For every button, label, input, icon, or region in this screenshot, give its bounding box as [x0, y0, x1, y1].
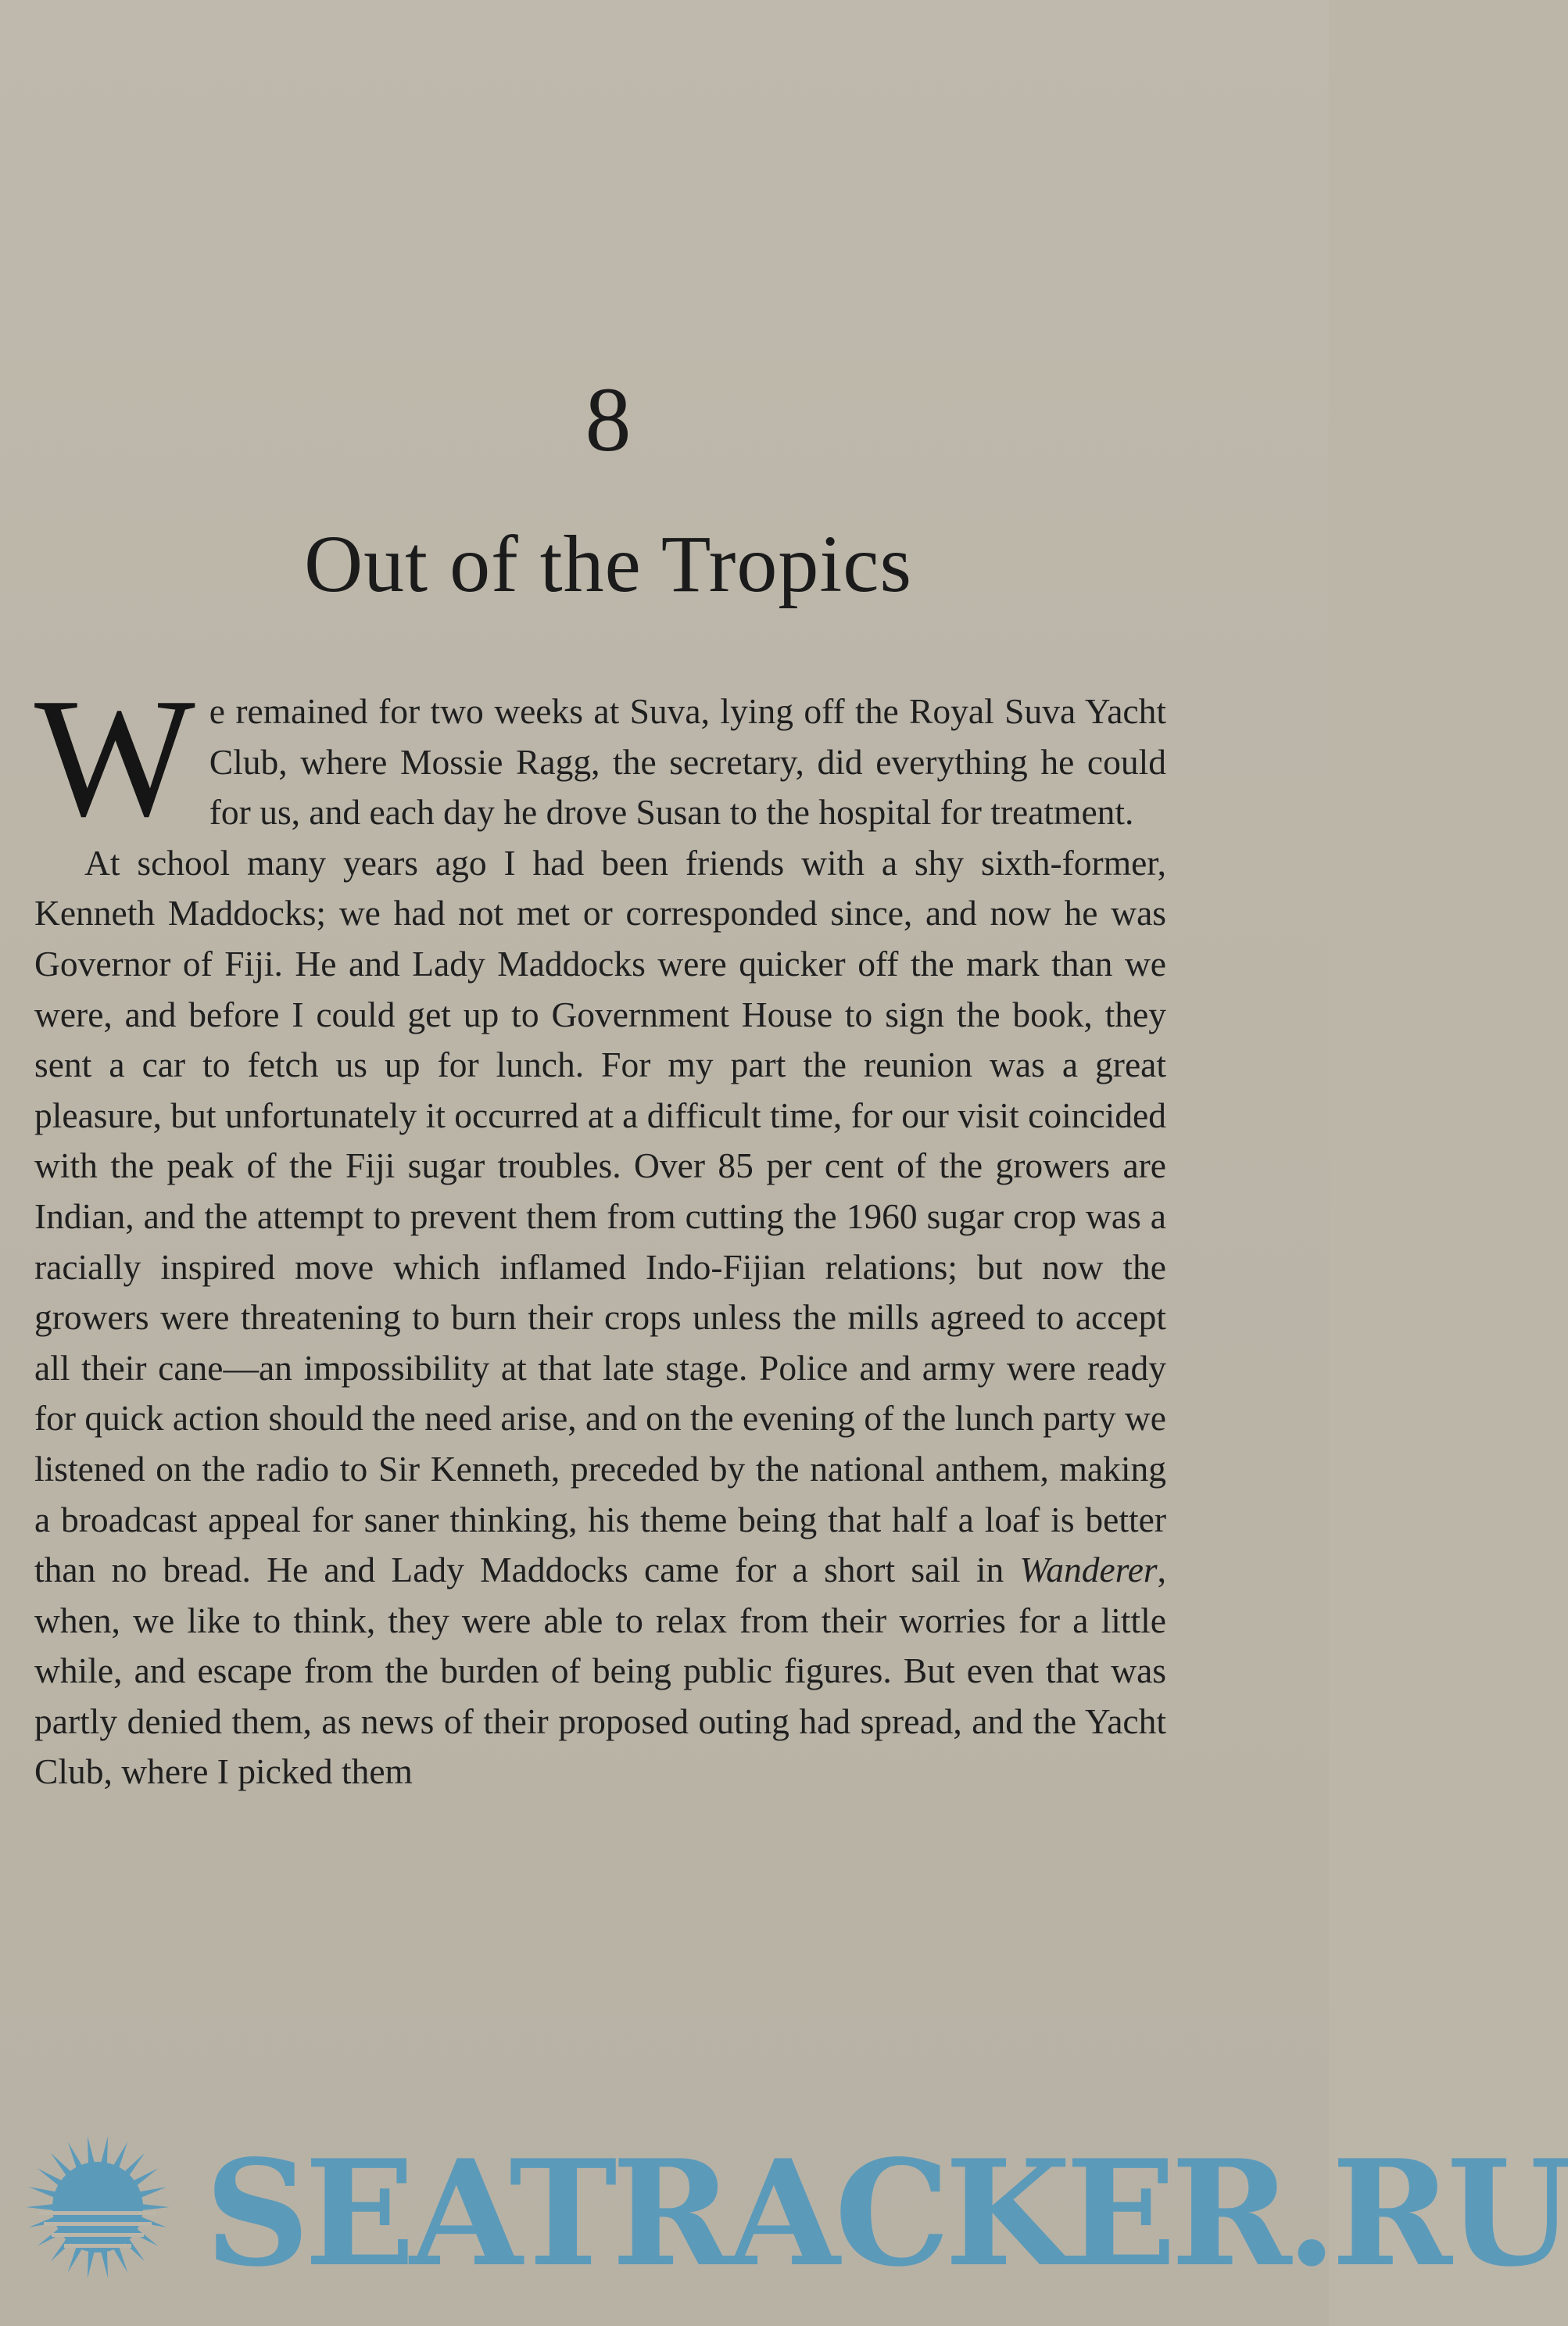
chapter-body: [34, 664, 1167, 1797]
sun-ray: [100, 2136, 108, 2166]
sun-ray: [88, 2249, 95, 2278]
paragraph-2: [34, 838, 1166, 1797]
watermark: [0, 2127, 1568, 2299]
sun-ray: [140, 2204, 170, 2210]
sun-icon: [0, 2133, 195, 2281]
paragraph-1: [34, 664, 1166, 852]
ship-name: Wanderer: [1019, 1550, 1158, 1590]
drop-cap: W: [34, 664, 195, 852]
paragraph-2-text-b: , when, we like to think, they were able to relax from their worries for a little while, and escape from the burden of being public figures. But even that was partly denied them, as news of their proposed outing had spread, and the Yacht Club, where I picked them: [34, 1550, 1167, 1792]
paragraph-1-text: e remained for two weeks at Suva, lying off the Royal Suva Yacht Club, where Mossie Ragg, the secretary, did everything he could for us, and each day he drove Susan to the hospital for treatment.: [209, 691, 1166, 833]
sun-ray: [100, 2249, 108, 2278]
chapter-number: 8: [585, 368, 632, 471]
paragraph-2-text-a: At school many years ago I had been friends with a shy sixth-former, Kenneth Maddocks; we had not met or corresponded since, and now he was Governor of Fiji. He and Lady Maddocks were quicker off the mark than we were, and before I could get up to Government House to sign the book, they sent a car to fetch us up for lunch. For my part the reunion was a great pleasure, but unfortunately it occurred at a difficult time, for our visit coincided with the peak of the Fiji sugar troubles. Over 85 per cent of the growers are Indian, and the attempt to prevent them from cutting the 1960 sugar crop was a racially inspired move which inflamed Indo-Fijian relations; but now the growers were threatening to burn their crops unless the mills agreed to accept all their cane—an impossibility at that late stage. Police and army were ready for quick action should the need arise, and on the evening of the lunch party we listened on the radio to Sir Kenneth, preceded by the national anthem, making a broadcast appeal for saner thinking, his theme being that half a loaf is better than no bread. He and Lady Maddocks came for a short sail in: [34, 842, 1166, 1590]
watermark-text: SEATRACKER.RU: [205, 2127, 1568, 2299]
sun-ray: [88, 2136, 95, 2166]
sun-ray: [26, 2204, 55, 2210]
chapter-title: Out of the Tropics: [304, 519, 912, 609]
